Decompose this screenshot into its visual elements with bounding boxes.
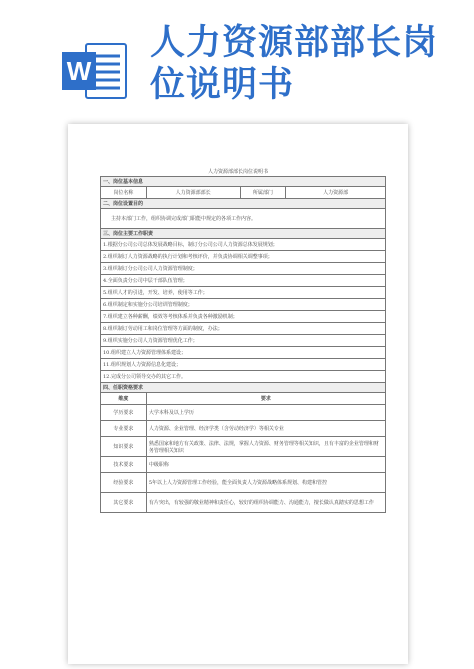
title-line-1: 人力资源部部长岗 bbox=[150, 23, 439, 63]
req-dimension: 经验要求 bbox=[101, 473, 147, 493]
req-value: 5年以上人力资源管理工作经验，能全面负责人力资源战略体系规划、构建和管控 bbox=[146, 473, 385, 493]
section-basic-info: 一、岗位基本信息 bbox=[101, 177, 386, 187]
req-header-dimension: 维度 bbox=[101, 393, 147, 405]
req-dimension: 知识要求 bbox=[101, 437, 147, 457]
duty-item: 2.组织制订人力资源战略的执行计划和考核评价，并负责协调相关调整事项； bbox=[101, 251, 386, 263]
page-title bbox=[150, 22, 450, 106]
job-description-table bbox=[100, 176, 386, 513]
req-dimension: 专业要求 bbox=[101, 421, 147, 437]
duty-item: 11.组织规划人力资源信息化建设； bbox=[101, 359, 386, 371]
duty-item: 6.组织制定和实施分公司培训管理制度； bbox=[101, 299, 386, 311]
req-header-requirement: 要求 bbox=[146, 393, 385, 405]
basic-key-name: 岗位名称 bbox=[101, 187, 147, 199]
duty-item: 9.组织实施分公司人力资源管理优化工作； bbox=[101, 335, 386, 347]
title-line-2: 位说明书 bbox=[150, 65, 295, 105]
duty-item: 1.根据分公司公司总体发展战略目标，制订分公司公司人力资源总体发展规划； bbox=[101, 239, 386, 251]
page-header bbox=[0, 0, 474, 118]
basic-value-dept: 人力资源部 bbox=[286, 187, 386, 199]
section-purpose: 二、岗位设置目的 bbox=[101, 199, 386, 209]
word-letter: W bbox=[66, 56, 92, 86]
doc-title: 人力资源部部长岗位说明书 bbox=[207, 169, 268, 175]
duty-item: 5.组织人才的引进，开发、培养，使用等工作； bbox=[101, 287, 386, 299]
basic-value-name: 人力资源部部长 bbox=[146, 187, 240, 199]
req-dimension: 学历要求 bbox=[101, 405, 147, 421]
duty-item: 10.组织建立人力资源管理体系建设； bbox=[101, 347, 386, 359]
req-value: 大学本科及以上学历 bbox=[146, 405, 385, 421]
section-duties: 三、岗位主要工作职责 bbox=[101, 229, 386, 239]
basic-key-dept: 所属部门 bbox=[240, 187, 286, 199]
document-preview bbox=[68, 124, 408, 664]
purpose-text: 主持本部门工作，组织协调完成部门职能中规定的各项工作内容。 bbox=[101, 209, 386, 229]
req-value: 熟悉国家和地方有关政策、法律、法规，掌握人力资源、财务管理等相关知识，且有丰富的企业管理和财务管理相关知识 bbox=[146, 437, 385, 457]
duty-item: 7.组织建立各种薪酬，绩效等考核体系并负责各种激励机制； bbox=[101, 311, 386, 323]
req-dimension: 其它要求 bbox=[101, 493, 147, 513]
req-value: 有片突出，有较强的敬业精神和责任心，较好的组织协调能力、沟通能力，擅长做认真踏实的思想工作 bbox=[146, 493, 385, 513]
duty-item: 3.组织制订分公司公司人力资源管理制度； bbox=[101, 263, 386, 275]
section-qualifications: 四、任职资格要求 bbox=[101, 383, 386, 393]
duty-item: 8.组织制订劳动用工和岗位管理等方面的制度，办法； bbox=[101, 323, 386, 335]
duty-item: 12.完成分公司领导交办的其它工作。 bbox=[101, 371, 386, 383]
req-value: 人力资源、企业管理、经济学类（含劳动经济学）等相关专业 bbox=[146, 421, 385, 437]
word-document-icon bbox=[62, 42, 128, 100]
req-dimension: 技术要求 bbox=[101, 457, 147, 473]
req-value: 中级职称 bbox=[146, 457, 385, 473]
duty-item: 4.全面负责分公司中层干部队伍管理； bbox=[101, 275, 386, 287]
